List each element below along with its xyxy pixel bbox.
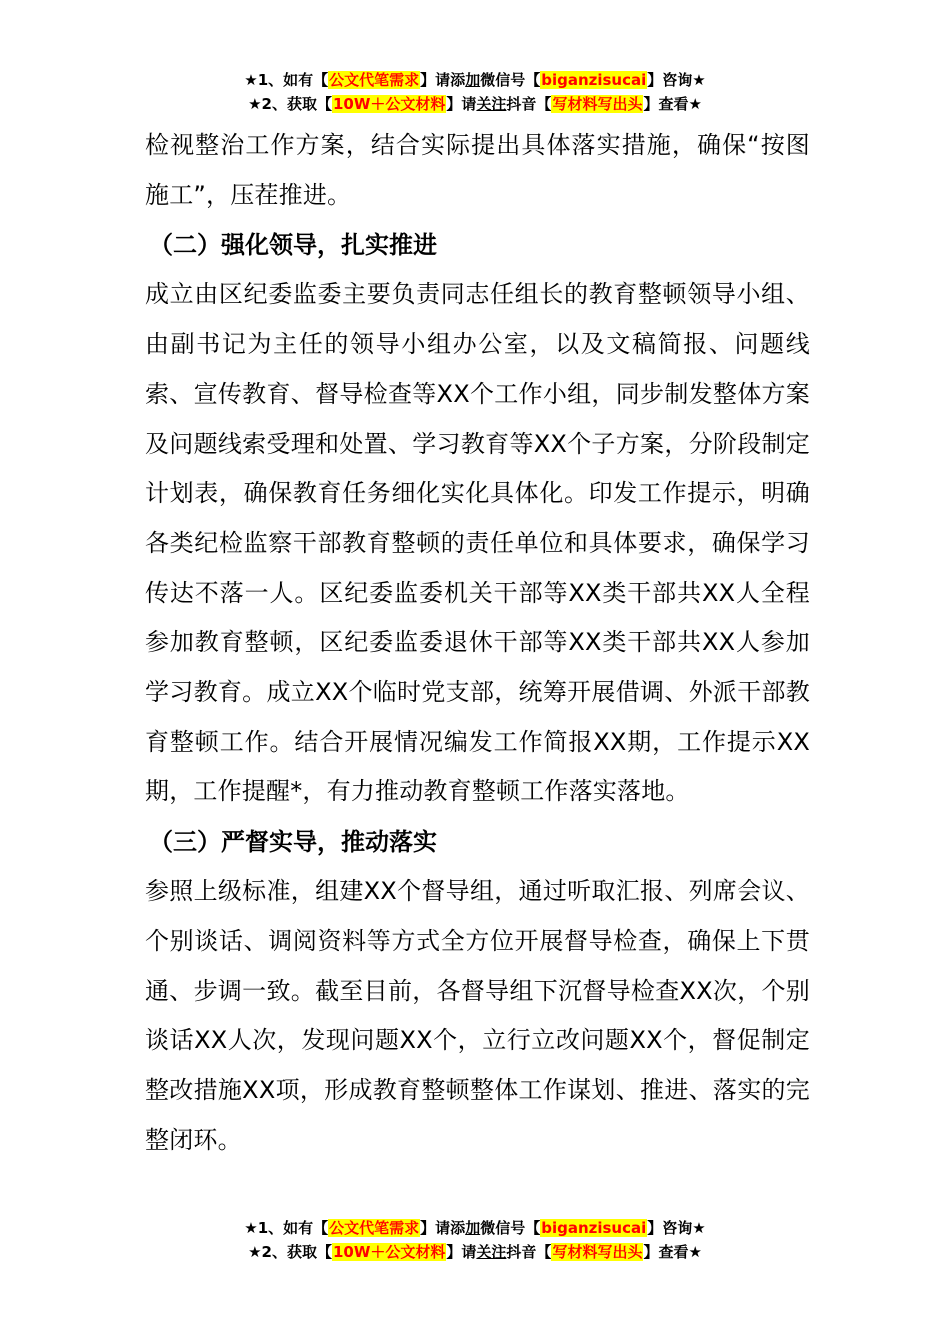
paragraph-section-3: 参照上级标准，组建XX个督导组，通过听取汇报、列席会议、个别谈话、调阅资料等方式全方位开展督导检查，确保上下贯通、步调一致。截至目前，各督导组下沉督导检查XX次，个别谈话XX人次，发现问题XX个，立行立改问题XX个，督促制定整改措施XX项，形成教育整顿整体工作谋划、推进、落实的完整闭环。	[145, 877, 810, 1154]
promo-text: 】查看★	[643, 95, 702, 113]
promo-text: 抖音【	[506, 95, 552, 113]
promo-douyin-id: 写材料写出头	[552, 95, 643, 113]
promo-underline: 加	[465, 71, 481, 89]
promo-text: ★2、获取【	[248, 1243, 332, 1261]
promo-wechat-id: biganzisucai	[541, 71, 647, 89]
promo-text: 】咨询★	[647, 71, 706, 89]
promo-banner-bottom	[0, 1216, 950, 1264]
promo-text: 】查看★	[643, 1243, 702, 1261]
promo-underline: 关注	[476, 1243, 507, 1261]
promo-underline: 加	[465, 1219, 481, 1237]
promo-line-2	[0, 1240, 950, 1264]
promo-wechat-id: biganzisucai	[541, 1219, 647, 1237]
promo-highlight: 10W＋公文材料	[332, 95, 446, 113]
promo-highlight: 10W＋公文材料	[332, 1243, 446, 1261]
promo-text: 微信号【	[480, 1219, 541, 1237]
promo-text: 】请	[446, 1243, 477, 1261]
section-heading-3: （三）严督实导，推动落实	[149, 828, 437, 857]
promo-highlight: 公文代笔需求	[329, 71, 420, 89]
promo-line-1	[0, 68, 950, 92]
promo-text: 】请添	[420, 1219, 466, 1237]
promo-text: ★2、获取【	[248, 95, 332, 113]
promo-douyin-id: 写材料写出头	[552, 1243, 643, 1261]
promo-banner-top	[0, 68, 950, 116]
promo-underline: 关注	[476, 95, 507, 113]
promo-highlight: 公文代笔需求	[329, 1219, 420, 1237]
paragraph-continued: 检视整治工作方案，结合实际提出具体落实措施，确保“按图施工”，压茬推进。	[145, 131, 810, 209]
promo-line-2	[0, 92, 950, 116]
promo-text: ★1、如有【	[244, 71, 329, 89]
document-body	[145, 121, 810, 1165]
paragraph-section-2: 成立由区纪委监委主要负责同志任组长的教育整顿领导小组、由副书记为主任的领导小组办公室，以及文稿简报、问题线索、宣传教育、督导检查等XX个工作小组，同步制发整体方案及问题线索受理和处置、学习教育等XX个子方案，分阶段制定计划表，确保教育任务细化实化具体化。印发工作提示，明确各类纪检监察干部教育整顿的责任单位和具体要求，确保学习传达不落一人。区纪委监委机关干部等XX类干部共XX人全程参加教育整顿，区纪委监委退休干部等XX类干部共XX人参加学习教育。成立XX个临时党支部，统筹开展借调、外派干部教育整顿工作。结合开展情况编发工作简报XX期，工作提示XX期，工作提醒*，有力推动教育整顿工作落实落地。	[145, 280, 810, 806]
promo-line-1	[0, 1216, 950, 1240]
promo-text: 】请	[446, 95, 477, 113]
promo-text: 】咨询★	[647, 1219, 706, 1237]
section-heading-2: （二）强化领导，扎实推进	[149, 231, 437, 260]
promo-text: 微信号【	[480, 71, 541, 89]
promo-text: 抖音【	[506, 1243, 552, 1261]
promo-text: ★1、如有【	[244, 1219, 329, 1237]
promo-text: 】请添	[420, 71, 466, 89]
